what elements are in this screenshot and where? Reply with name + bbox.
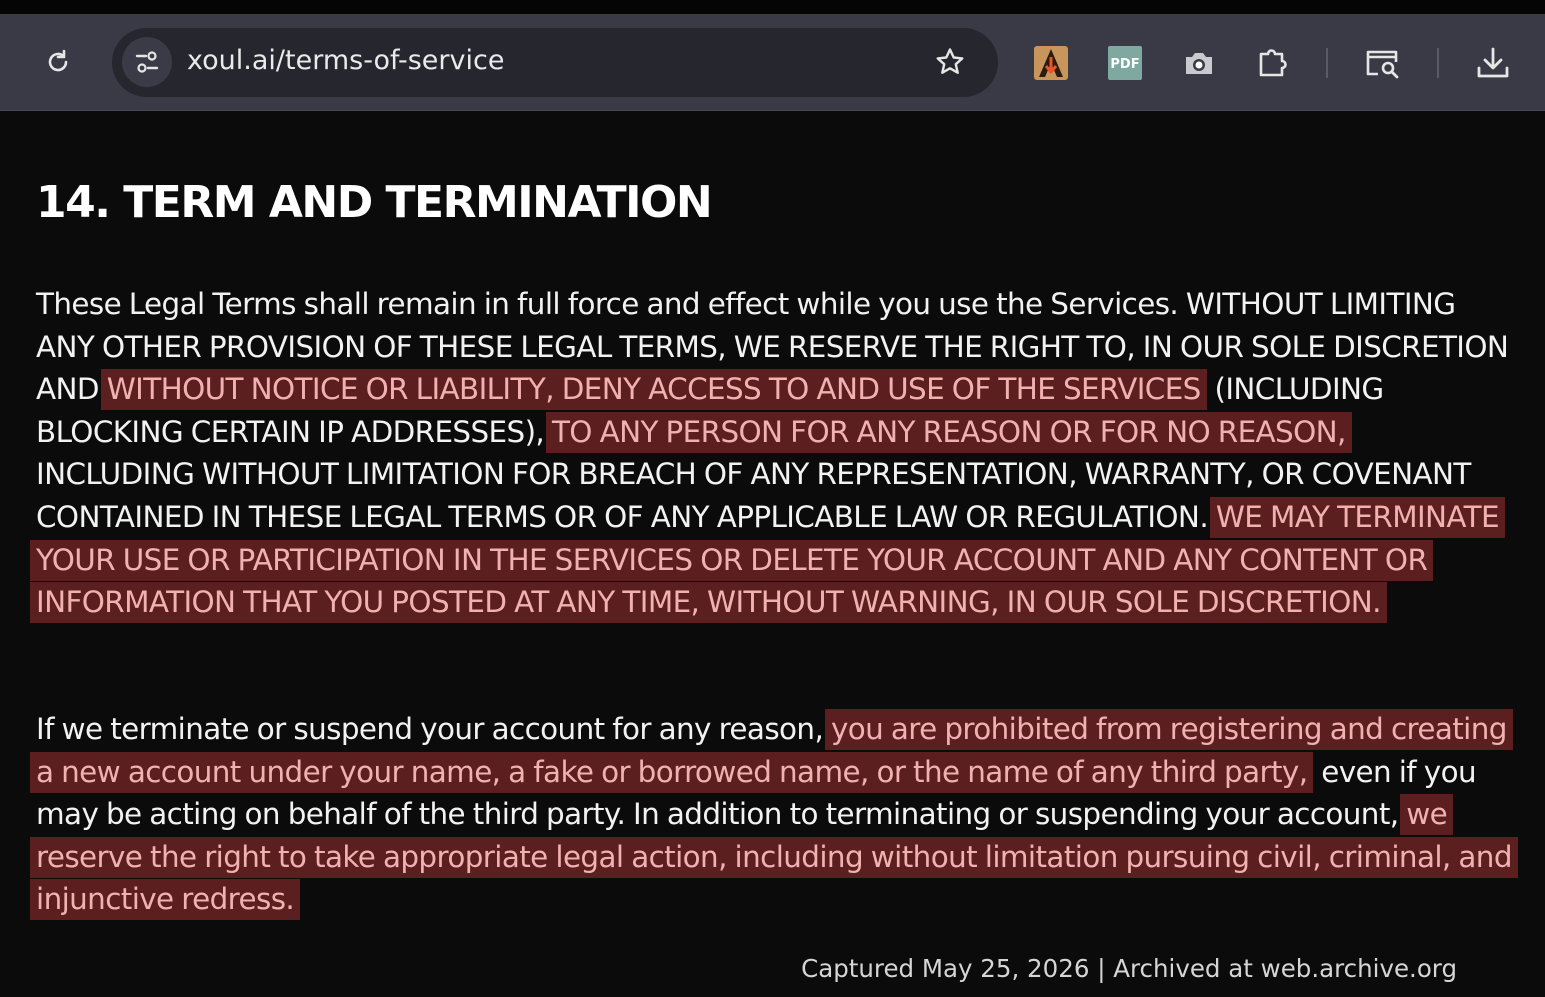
site-info-icon (134, 49, 160, 75)
site-info-button[interactable] (122, 37, 172, 87)
paragraph-text: (INCLUDING BLOCKING CERTAIN IP ADDRESSES), (36, 372, 1384, 449)
camera-extension-button[interactable] (1180, 44, 1218, 82)
toolbar-separator (1326, 48, 1328, 78)
pdf-extension-icon (1107, 45, 1143, 81)
paragraph-text: even if you may be acting on behalf of the third party. In addition to terminating or suspending your account, (36, 754, 1477, 832)
archive-caption: Captured May 25, 2026 | Archived at web.archive.org (801, 954, 1457, 983)
svg-text:PDF: PDF (1110, 57, 1140, 72)
puzzle-extensions-icon (1255, 45, 1291, 81)
search-tab-icon (1364, 45, 1402, 81)
extensions-button[interactable] (1254, 44, 1292, 82)
highlighted-text: TO ANY PERSON FOR ANY REASON OR FOR NO REASON, (546, 412, 1352, 453)
reload-button[interactable] (36, 40, 80, 84)
vector-extension-icon (1033, 45, 1069, 81)
url-text[interactable]: xoul.ai/terms-of-service (187, 45, 505, 76)
terms-paragraph-1 (36, 283, 1516, 624)
paragraph-text: If we terminate or suspend your account for any reason, (36, 712, 824, 746)
bookmark-star-icon (934, 46, 966, 78)
pdf-extension-button[interactable] (1106, 44, 1144, 82)
download-icon (1475, 45, 1511, 81)
browser-toolbar (0, 14, 1545, 111)
vector-extension-button[interactable] (1032, 44, 1070, 82)
highlighted-text: WITHOUT NOTICE OR LIABILITY, DENY ACCESS TO AND USE OF THE SERVICES (101, 369, 1207, 410)
terms-paragraph-2 (36, 708, 1516, 921)
search-tab-button[interactable] (1364, 44, 1402, 82)
toolbar-separator (1437, 48, 1439, 78)
highlighted-text: you are prohibited from registering and creating a new account under your name, a fake or borrowed name, or the name of any third party, (30, 709, 1513, 793)
page-content (0, 111, 1545, 997)
highlighted-text: we reserve the right to take appropriate legal action, including without limitation pursuing civil, criminal, and injunctive redress. (30, 794, 1518, 920)
bookmark-button[interactable] (930, 42, 970, 82)
highlighted-text: WE MAY TERMINATE YOUR USE OR PARTICIPATION IN THE SERVICES OR DELETE YOUR ACCOUNT AND ANY CONTENT OR INFORMATION THAT YOU POSTED AT ANY TIME, WITHOUT WARNING, IN OUR SOLE DISCRETION. (30, 497, 1505, 623)
downloads-button[interactable] (1474, 44, 1512, 82)
section-heading: 14. TERM AND TERMINATION (36, 177, 712, 228)
paragraph-text: These Legal Terms shall remain in full force and effect while you use the Services. WITHOUT LIMITING ANY OTHER PROVISION OF THESE LEGAL TERMS, WE RESERVE THE RIGHT TO, IN OUR SOLE DISCRETION AND (36, 287, 1509, 407)
reload-icon (44, 48, 72, 76)
address-bar[interactable] (112, 28, 998, 97)
paragraph-text: INCLUDING WITHOUT LIMITATION FOR BREACH OF ANY REPRESENTATION, WARRANTY, OR COVENANT CONTAINED IN THESE LEGAL TERMS OR OF ANY APPLICABLE LAW OR REGULATION. (36, 457, 1471, 534)
camera-extension-icon (1182, 46, 1216, 80)
window-top-strip (0, 0, 1545, 14)
